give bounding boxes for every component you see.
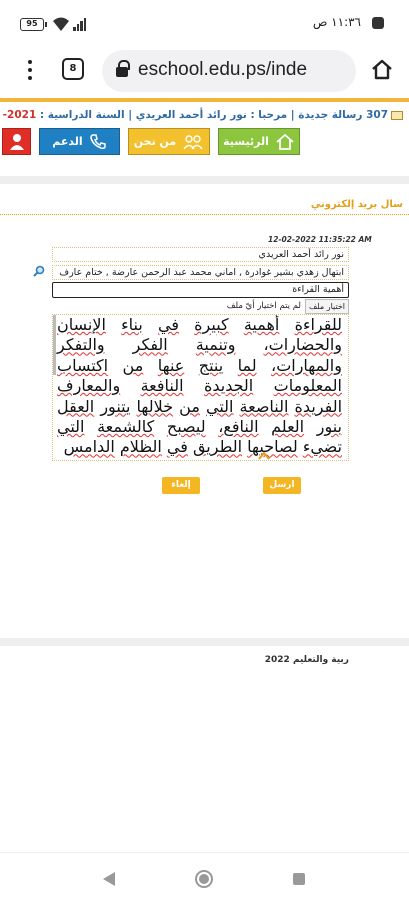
new-messages-link[interactable]: 307 رسالة جديدة [298, 109, 388, 121]
battery-icon [20, 18, 44, 31]
status-bar [0, 0, 409, 46]
editor-scrollbar[interactable] [53, 315, 56, 375]
body-word: النافع، [218, 417, 259, 437]
body-word: الدامس [63, 437, 115, 457]
footer-band [0, 638, 409, 646]
signal-icon [73, 17, 86, 31]
body-word: ليصبح [166, 417, 206, 437]
clock: ١١:٣٦ ص [312, 15, 361, 29]
body-word: العلم [271, 417, 305, 437]
file-status: لم يتم اختيار أيّ ملف [226, 301, 301, 311]
recent-apps-icon[interactable] [293, 873, 305, 885]
body-word: اكتساب [57, 355, 109, 375]
body-word: يتنور [100, 396, 131, 416]
subject-input[interactable]: أهمية القراءة [52, 282, 349, 298]
body-word: الفكر [132, 335, 168, 355]
body-word: لصاحبها [247, 437, 298, 457]
body-word: المعلومات [273, 376, 342, 396]
message-body-text [57, 315, 342, 458]
body-word: والمعارف [57, 376, 121, 396]
body-word: من [179, 396, 200, 416]
body-word: الطريق [192, 437, 243, 457]
body-word: في [166, 437, 188, 457]
menu-icon[interactable] [24, 58, 36, 84]
main-nav [0, 128, 409, 156]
body-word: والمهارات، [271, 355, 342, 375]
envelope-icon[interactable] [391, 111, 403, 120]
user-info-line: 307 رسالة جديدة | مرحبا : نور رائد أحمد العريدي | السنة الدراسية : 2021- [3, 109, 403, 121]
greeting: مرحبا : نور رائد أحمد العريدي [135, 109, 288, 121]
nav-user-button[interactable] [2, 128, 31, 155]
body-word: تضيء [302, 437, 342, 457]
body-word: من [122, 355, 144, 375]
body-word: العقل [57, 396, 95, 416]
system-nav-bar [0, 852, 409, 904]
recipients-field[interactable]: ابتهال زهدي بشير غوادرة , اماني محمد عبد الرحمن عارضة , ختام عارف [52, 265, 349, 280]
body-word: كبيرة [194, 315, 229, 334]
phone-icon [89, 133, 107, 151]
body-word: النافعة [140, 376, 184, 396]
section-divider [0, 214, 409, 215]
browser-toolbar [0, 46, 409, 96]
body-word: في [157, 315, 179, 334]
house-icon [275, 133, 295, 151]
body-word: ينتج [198, 355, 224, 375]
attachment-row [200, 299, 349, 314]
header-rule [0, 98, 409, 102]
message-date: 12-02-2022 11:35:22 AM [268, 235, 372, 244]
search-icon[interactable] [33, 265, 45, 277]
section-title: سال بريد إلكتروني [310, 199, 403, 210]
notification-icon [372, 17, 384, 29]
body-word: بنور [316, 417, 342, 437]
body-word: التي [57, 417, 85, 437]
send-button[interactable]: ارسل [263, 477, 301, 494]
body-word: للقراءة [294, 315, 343, 334]
body-word: أهمية [243, 315, 280, 334]
url-bar[interactable] [102, 50, 356, 92]
body-word: خلالها [136, 396, 174, 416]
body-word: التي [205, 396, 234, 416]
sender-field: نور رائد أحمد العريدي [52, 247, 349, 262]
resize-handle-icon[interactable] [258, 452, 270, 460]
footer-text: ربية والتعليم 2022 [264, 655, 349, 665]
nav-support-label: الدعم [52, 135, 83, 148]
body-word: والحضارات، [263, 335, 343, 355]
year-label: السنة الدراسية : [39, 109, 125, 121]
wifi-icon [52, 16, 70, 32]
user-icon [9, 133, 25, 151]
nav-support-button[interactable] [39, 128, 120, 155]
year-value: 2021- [2, 109, 37, 121]
body-word: الظلام [119, 437, 162, 457]
people-icon [182, 134, 204, 150]
cancel-button[interactable]: إلغاء [162, 477, 200, 494]
home-circle-icon[interactable] [195, 870, 213, 888]
home-icon[interactable] [371, 58, 393, 80]
body-word: وتنمية [195, 335, 236, 355]
nav-about-label: من نحن [133, 135, 177, 148]
body-word: الجديدة [203, 376, 254, 396]
body-word: لما [237, 355, 257, 375]
nav-about-button[interactable] [128, 128, 210, 155]
url-text: eschool.edu.ps/inde [138, 59, 308, 80]
body-word: عنها [157, 355, 185, 375]
body-word: الإنسان [57, 315, 106, 334]
nav-home-label: الرئيسية [223, 135, 269, 148]
lock-icon [116, 64, 128, 78]
message-body-editor[interactable] [52, 314, 349, 461]
body-word: الفريدة [294, 396, 343, 416]
tabs-button[interactable]: 8 [62, 58, 84, 80]
back-icon[interactable] [103, 872, 115, 886]
body-word: بناء [121, 315, 143, 334]
body-word: كالشمعة [97, 417, 155, 437]
body-word: الناصعة [239, 396, 289, 416]
divider-band [0, 176, 409, 184]
choose-file-button[interactable]: اختيار ملف [305, 299, 349, 314]
battery-level: 95 [26, 19, 38, 28]
body-word: والتفكر [57, 335, 105, 355]
nav-home-button[interactable] [218, 128, 300, 155]
